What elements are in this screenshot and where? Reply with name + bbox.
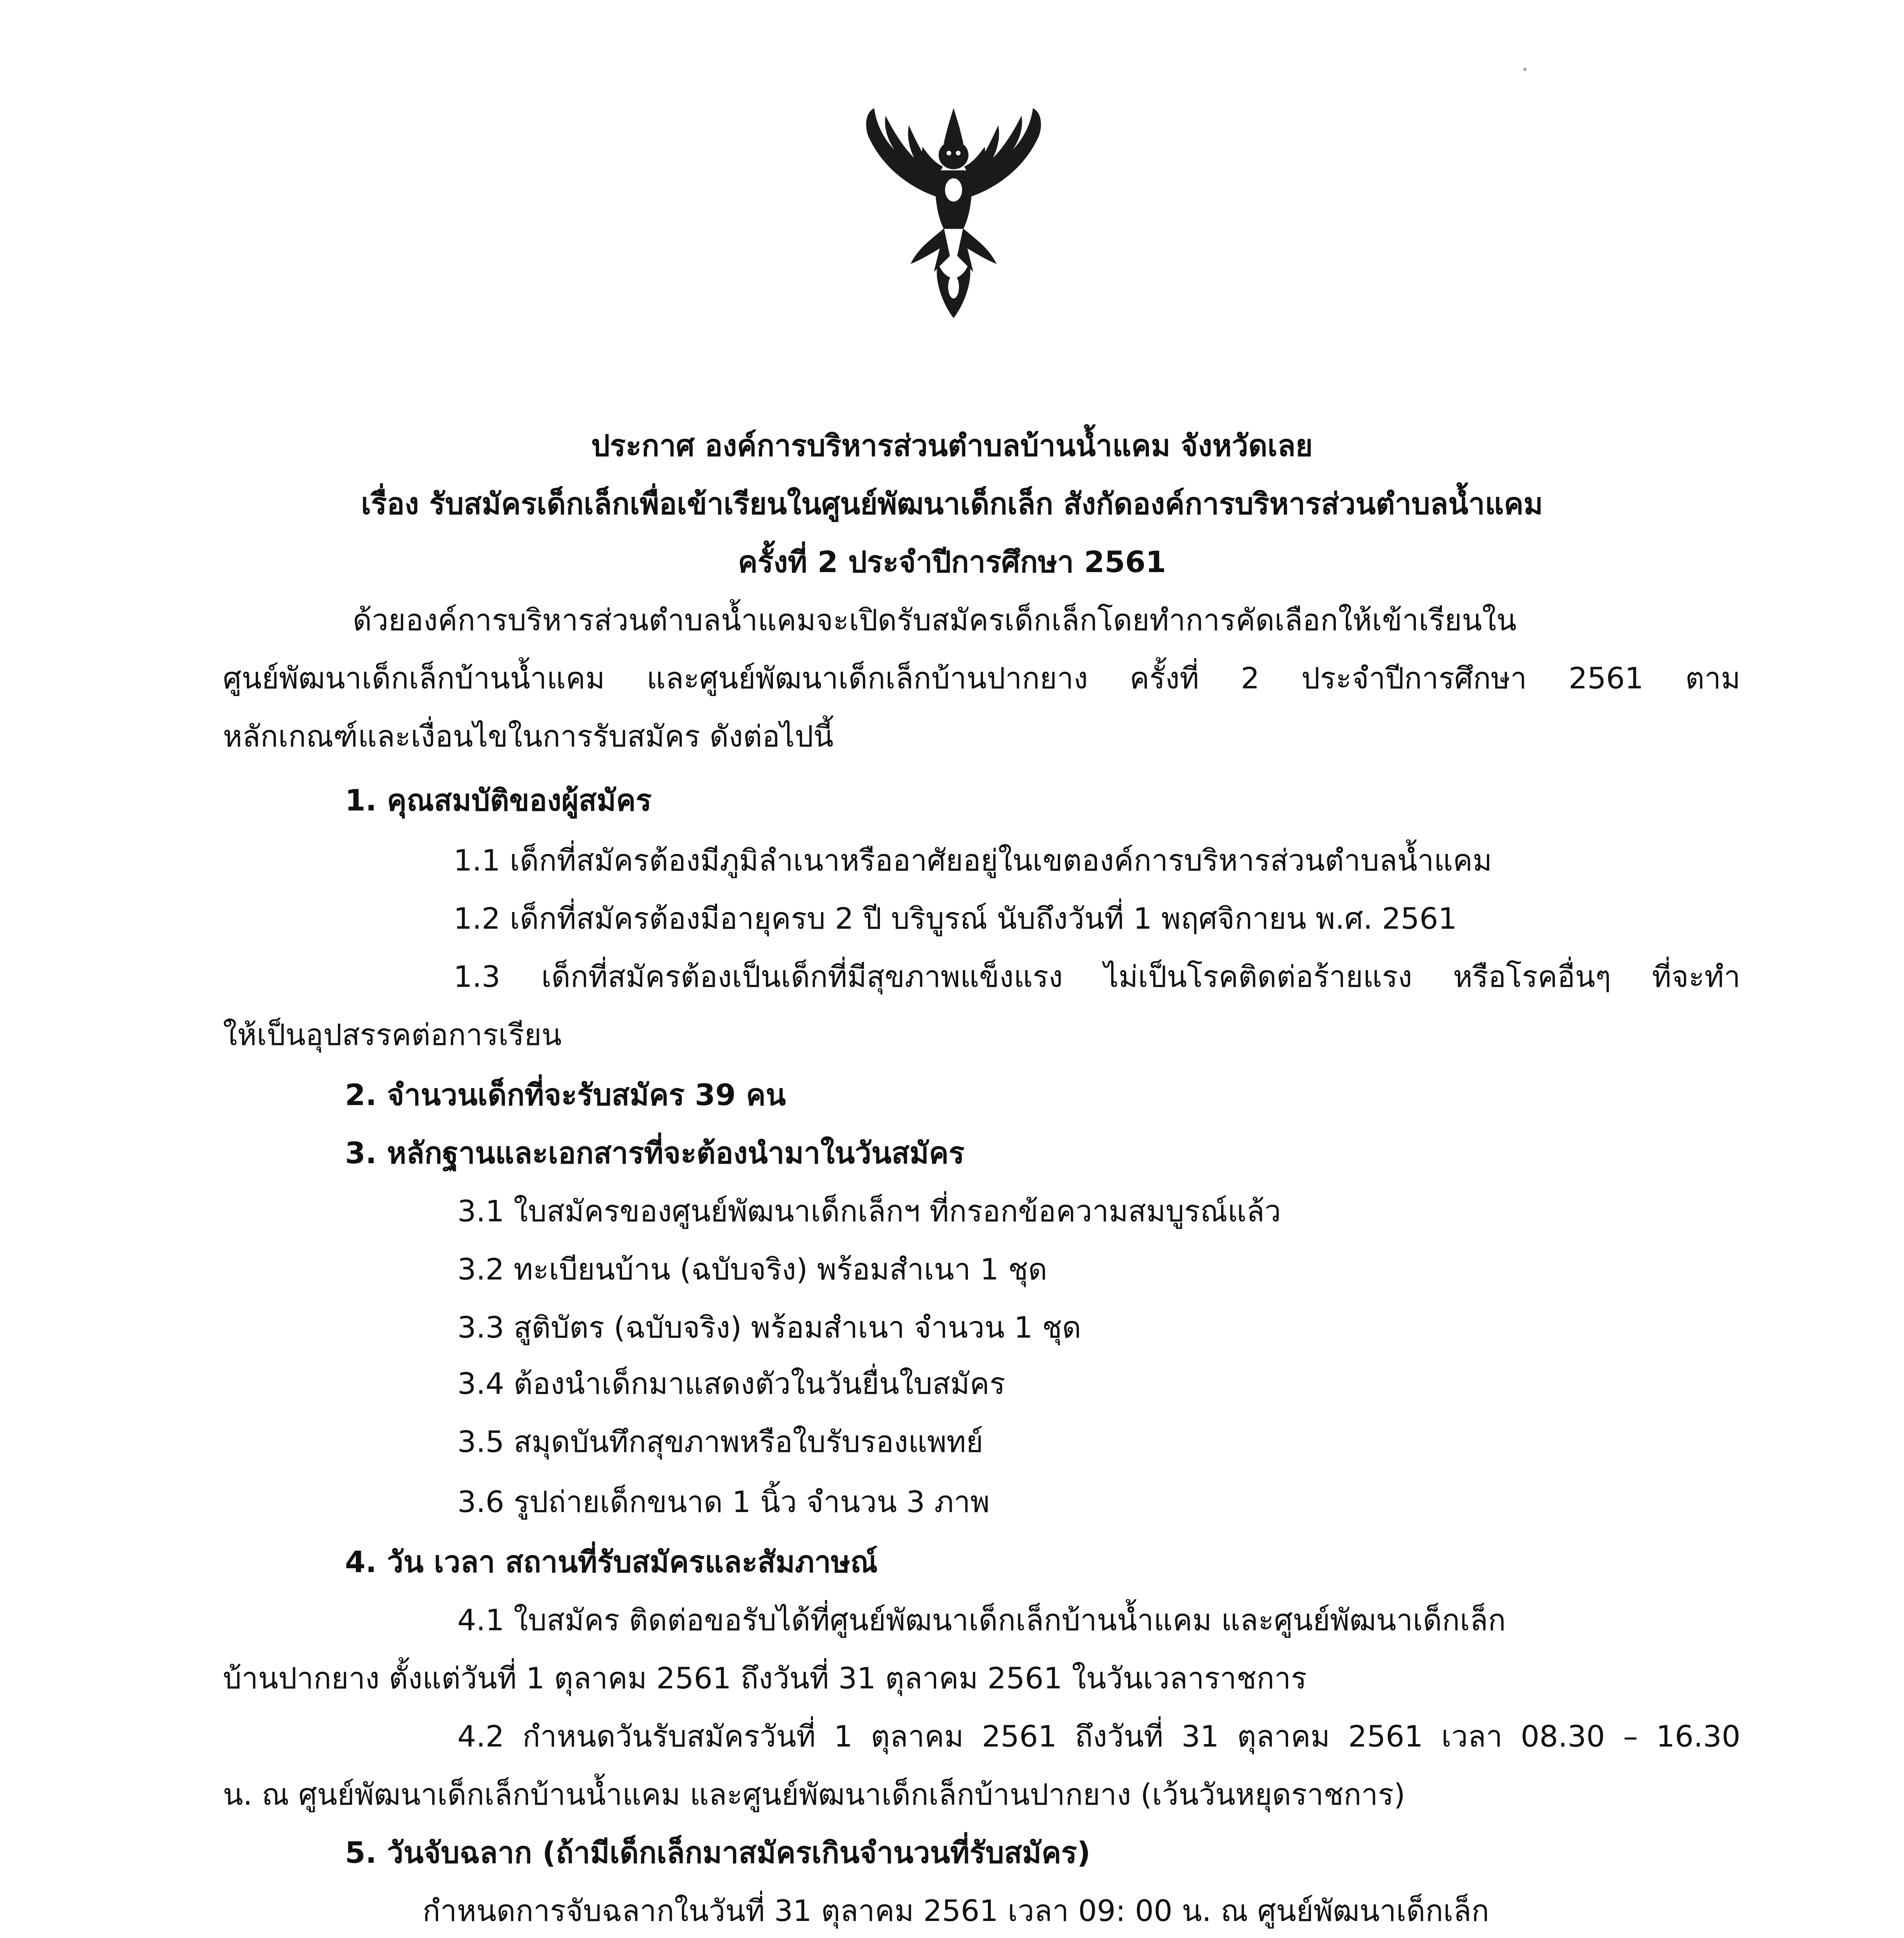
announcement-round: ครั้งที่ 2 ประจำปีการศึกษา 2561 (738, 545, 1166, 579)
garuda-emblem-icon (857, 101, 1050, 326)
section-3-item-6: 3.6 รูปถ่ายเด็กขนาด 1 นิ้ว จำนวน 3 ภาพ (457, 1485, 990, 1519)
section-4-item-1-cont: บ้านปากยาง ตั้งแต่วันที่ 1 ตุลาคม 2561 ถึงวันที่ 31 ตุลาคม 2561 ในวันเวลาราชการ (223, 1661, 1307, 1695)
section-1-item-3: 1.3 เด็กที่สมัครต้องเป็นเด็กที่มีสุขภาพแข็งแรง ไม่เป็นโรคติดต่อร้ายแรง หรือโรคอื่นๆ ที่จะทำ (454, 959, 1740, 994)
section-2-heading: 2. จำนวนเด็กที่จะรับสมัคร 39 คน (345, 1078, 786, 1112)
announcement-subject: เรื่อง รับสมัครเด็กเล็กเพื่อเข้าเรียนในศูนย์พัฒนาเด็กเล็ก สังกัดองค์การบริหารส่วนตำบลน้ำแคม (361, 486, 1543, 521)
section-3-heading: 3. หลักฐานและเอกสารที่จะต้องนำมาในวันสมัคร (345, 1136, 965, 1170)
section-1-item-2: 1.2 เด็กที่สมัครต้องมีอายุครบ 2 ปี บริบูรณ์ นับถึงวันที่ 1 พฤศจิกายน พ.ศ. 2561 (454, 901, 1457, 936)
section-4-item-2-cont: น. ณ ศูนย์พัฒนาเด็กเล็กบ้านน้ำแคม และศูนย์พัฒนาเด็กเล็กบ้านปากยาง (เว้นวันหยุดราชการ) (223, 1777, 1406, 1812)
section-3-item-5: 3.5 สมุดบันทึกสุขภาพหรือใบรับรองแพทย์ (457, 1424, 983, 1459)
section-3-item-4: 3.4 ต้องนำเด็กมาแสดงตัวในวันยื่นใบสมัคร (457, 1366, 1005, 1401)
section-3-item-1: 3.1 ใบสมัครของศูนย์พัฒนาเด็กเล็กฯ ที่กรอกข้อความสมบูรณ์แล้ว (457, 1194, 1281, 1228)
section-3-item-2: 3.2 ทะเบียนบ้าน (ฉบับจริง) พร้อมสำเนา 1 ชุด (457, 1252, 1047, 1286)
section-5-text-1: กำหนดการจับฉลากในวันที่ 31 ตุลาคม 2561 เวลา 09: 00 น. ณ ศูนย์พัฒนาเด็กเล็ก (423, 1893, 1489, 1928)
scan-speck (1523, 68, 1526, 71)
section-4-item-2: 4.2 กำหนดวันรับสมัครวันที่ 1 ตุลาคม 2561 ถึงวันที่ 31 ตุลาคม 2561 เวลา 08.30 – 16.30 (457, 1719, 1740, 1754)
section-1-item-1: 1.1 เด็กที่สมัครต้องมีภูมิลำเนาหรืออาศัยอยู่ในเขตองค์การบริหารส่วนตำบลน้ำแคม (454, 843, 1492, 878)
intro-line-1: ด้วยองค์การบริหารส่วนตำบลน้ำแคมจะเปิดรับสมัครเด็กเล็กโดยทำการคัดเลือกให้เข้าเรียนใน (353, 603, 1517, 637)
announcement-title: ประกาศ องค์การบริหารส่วนตำบลบ้านน้ำแคม จังหวัดเลย (591, 428, 1313, 463)
section-1-item-3-cont: ให้เป็นอุปสรรคต่อการเรียน (223, 1017, 562, 1052)
intro-line-2: ศูนย์พัฒนาเด็กเล็กบ้านน้ำแคม และศูนย์พัฒนาเด็กเล็กบ้านปากยาง ครั้งที่ 2 ประจำปีการศึกษา 2561 ตาม (223, 661, 1740, 695)
section-5-heading: 5. วันจับฉลาก (ถ้ามีเด็กเล็กมาสมัครเกินจำนวนที่รับสมัคร) (345, 1835, 1091, 1870)
section-4-item-1: 4.1 ใบสมัคร ติดต่อขอรับได้ที่ศูนย์พัฒนาเด็กเล็กบ้านน้ำแคม และศูนย์พัฒนาเด็กเล็ก (457, 1603, 1506, 1637)
intro-line-3: หลักเกณฑ์และเงื่อนไขในการรับสมัคร ดังต่อไปนี้ (223, 719, 834, 753)
section-4-heading: 4. วัน เวลา สถานที่รับสมัครและสัมภาษณ์ (345, 1545, 878, 1579)
section-1-heading: 1. คุณสมบัติของผู้สมัคร (345, 783, 652, 817)
section-3-item-3: 3.3 สูติบัตร (ฉบับจริง) พร้อมสำเนา จำนวน 1 ชุด (457, 1310, 1081, 1345)
